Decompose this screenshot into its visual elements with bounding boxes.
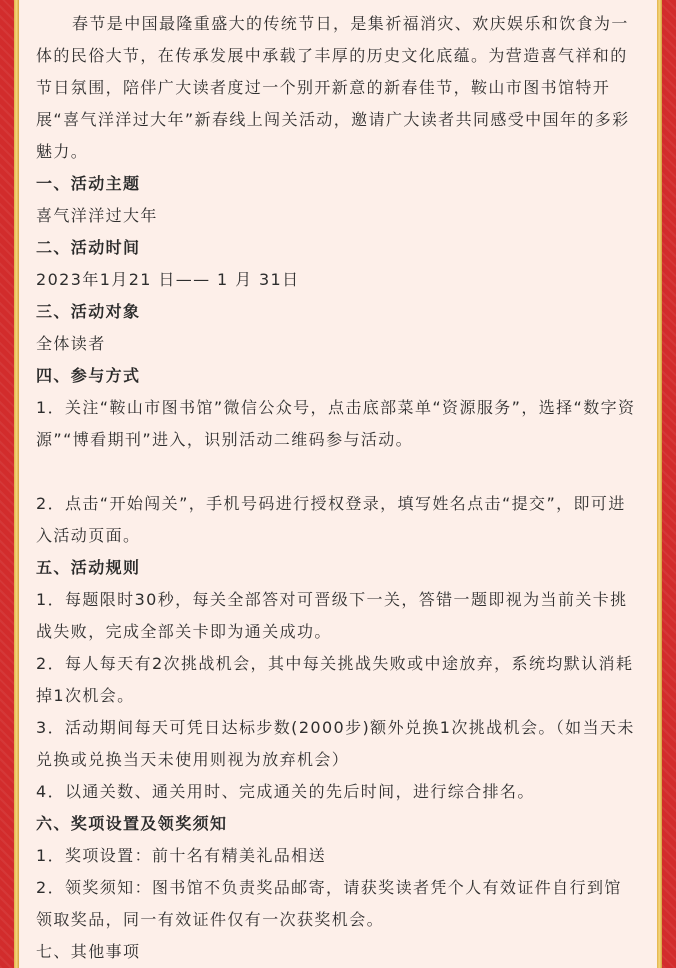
article-panel <box>19 0 657 968</box>
award-item: 1．奖项设置：前十名有精美礼品相送 <box>36 846 326 865</box>
audience-text: 全体读者 <box>36 334 106 353</box>
section-heading-rules: 五、活动规则 <box>36 558 141 577</box>
participation-item: 2．点击“开始闯关”，手机号码进行授权登录，填写姓名点击“提交”，即可进入活动页面。 <box>36 494 626 545</box>
section-heading-theme: 一、活动主题 <box>36 174 141 193</box>
theme-text: 喜气洋洋过大年 <box>36 206 158 225</box>
award-item: 2．领奖须知：图书馆不负责奖品邮寄，请获奖读者凭个人有效证件自行到馆领取奖品，同一有效证件仅有一次获奖机会。 <box>36 878 622 929</box>
time-text: 2023年1月21 日—— 1 月 31日 <box>36 270 300 289</box>
rule-item: 1．每题限时30秒，每关全部答对可晋级下一关，答错一题即视为当前关卡挑战失败，完成全部关卡即为通关成功。 <box>36 590 628 641</box>
blank-line <box>36 456 639 488</box>
section-heading-audience: 三、活动对象 <box>36 302 141 321</box>
participation-item: 1．关注“鞍山市图书馆”微信公众号，点击底部菜单“资源服务”，选择“数字资源”“博看期刊”进入，识别活动二维码参与活动。 <box>36 398 636 449</box>
intro-paragraph: 春节是中国最隆重盛大的传统节日，是集祈福消灾、欢庆娱乐和饮食为一体的民俗大节，在传承发展中承载了丰厚的历史文化底蕴。为营造喜气祥和的节日氛围，陪伴广大读者度过一个别开新意的新春佳节，鞍山市图书馆特开展“喜气洋洋过大年”新春线上闯关活动，邀请广大读者共同感受中国年的多彩魅力。 <box>36 14 630 161</box>
section-heading-awards: 六、奖项设置及领奖须知 <box>36 814 228 833</box>
section-heading-participation: 四、参与方式 <box>36 366 141 385</box>
section-heading-other: 七、其他事项 <box>36 942 141 961</box>
rule-item: 2．每人每天有2次挑战机会，其中每关挑战失败或中途放弃，系统均默认消耗掉1次机会。 <box>36 654 634 705</box>
gold-border-right <box>657 0 662 968</box>
rule-item: 3．活动期间每天可凭日达标步数(2000步)额外兑换1次挑战机会。（如当天未兑换或兑换当天未使用则视为放弃机会） <box>36 718 635 769</box>
section-heading-time: 二、活动时间 <box>36 238 141 257</box>
rule-item: 4．以通关数、通关用时、完成通关的先后时间，进行综合排名。 <box>36 782 535 801</box>
